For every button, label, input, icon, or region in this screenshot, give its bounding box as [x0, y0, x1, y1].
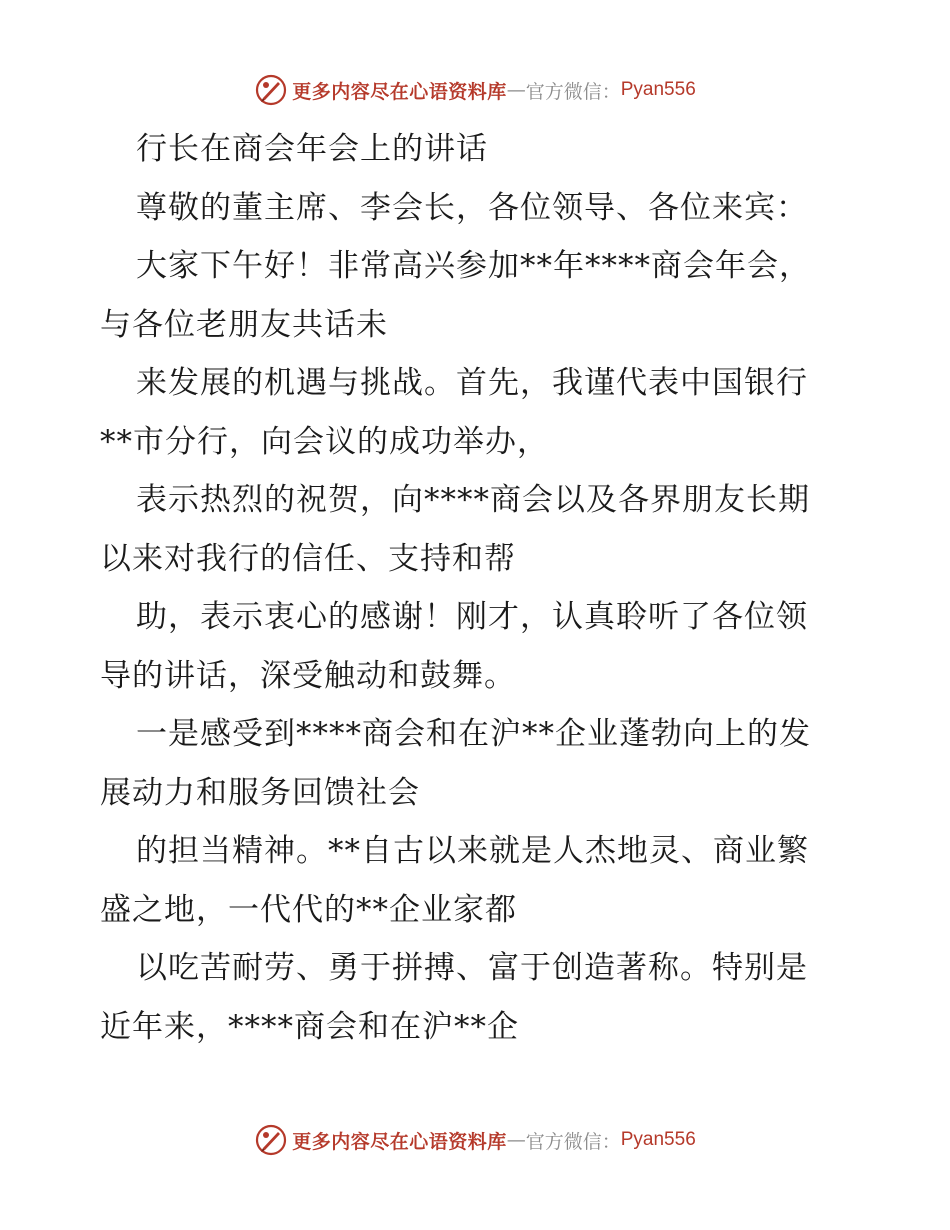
quill-pen-logo-icon: [254, 73, 288, 107]
salutation-line: 尊敬的董主席、李会长，各位领导、各位来宾：: [136, 189, 808, 226]
text-line: 助，表示衷心的感谢！刚才，认真聆听了各位领: [136, 599, 808, 635]
text-line: 展动力和服务回馈社会: [100, 774, 420, 811]
text-line: 与各位老朋友共话未: [100, 306, 388, 343]
footer-brand-text: 更多内容尽在心语资料库: [292, 1130, 507, 1153]
footer-contact-label: 官方微信：: [525, 1130, 621, 1153]
header-brand-text: 更多内容尽在心语资料库: [292, 80, 507, 103]
footer-contact-id: Pyan556: [620, 1129, 696, 1150]
text-line: 近年来，****商会和在沪**企: [100, 1008, 519, 1045]
document-body: [100, 120, 860, 1056]
header-separator: —: [506, 79, 526, 101]
text-line: 的担当精神。**自古以来就是人杰地灵、商业繁: [136, 833, 809, 869]
text-line: **市分行，向会议的成功举办，: [100, 423, 549, 460]
quill-pen-logo-icon: [254, 1123, 288, 1157]
footer-banner: [0, 1120, 950, 1160]
header-banner: [0, 70, 950, 110]
text-line: 以来对我行的信任、支持和帮: [100, 540, 516, 577]
text-line: 导的讲话，深受触动和鼓舞。: [100, 657, 516, 694]
text-line: 盛之地，一代代的**企业家都: [100, 891, 517, 928]
document-title: 行长在商会年会上的讲话: [136, 131, 488, 167]
text-line: 表示热烈的祝贺，向****商会以及各界朋友长期: [136, 482, 810, 518]
text-line: 一是感受到****商会和在沪**企业蓬勃向上的发: [136, 716, 811, 752]
text-line: 大家下午好！非常高兴参加**年****商会年会，: [136, 248, 811, 284]
header-contact-id: Pyan556: [620, 79, 696, 100]
footer-separator: —: [506, 1129, 526, 1151]
text-line: 以吃苦耐劳、勇于拼搏、富于创造著称。特别是: [136, 950, 808, 986]
text-line: 来发展的机遇与挑战。首先，我谨代表中国银行: [136, 365, 808, 401]
header-contact-label: 官方微信：: [525, 80, 621, 103]
